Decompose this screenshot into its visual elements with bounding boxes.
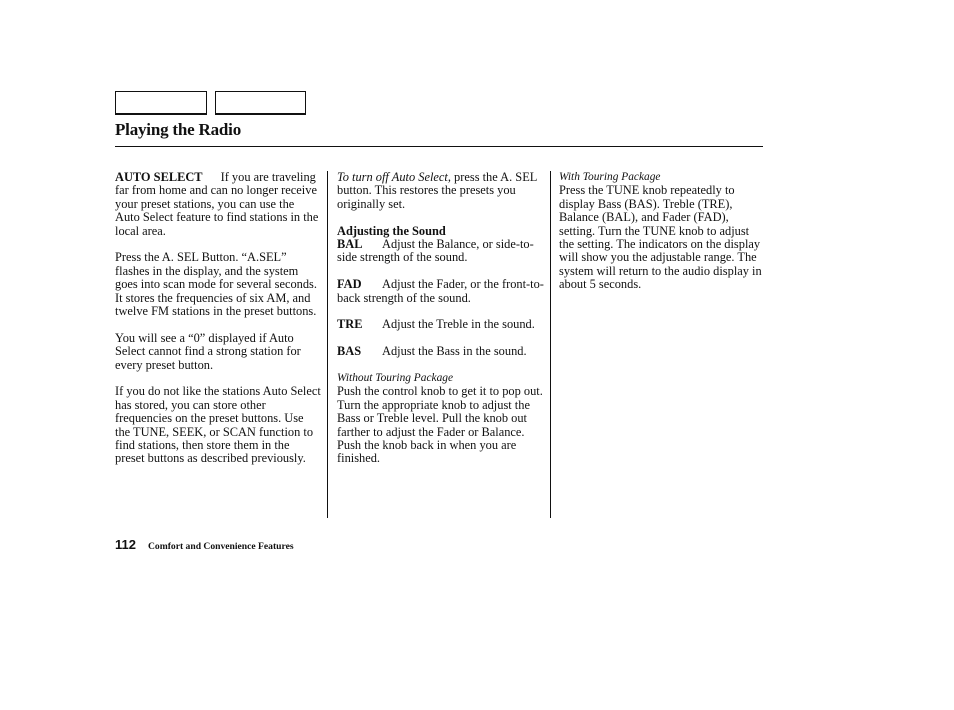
auto-select-press-paragraph: Press the A. SEL Button. “A.SEL” flashes in the display, and the system goes into scan mode for several seconds. It stores the frequencies of six AM, and twelve FM stations in the preset buttons. — [115, 250, 317, 319]
turn-off-lead: To turn off Auto Select, — [337, 170, 451, 184]
sound-item-text: Adjust the Fader, or the front-to-back strength of the sound. — [337, 277, 544, 305]
sound-item-text: Adjust the Treble in the sound. — [382, 317, 535, 332]
adjusting-sound-block — [337, 225, 545, 238]
column-2 — [337, 171, 545, 466]
column-1 — [115, 171, 321, 466]
without-touring-block — [337, 372, 545, 466]
title-divider — [115, 146, 763, 147]
with-touring-heading: With Touring Package — [559, 171, 661, 183]
auto-select-paragraph — [115, 171, 321, 238]
header-tab-box-right — [215, 91, 306, 115]
turn-off-paragraph — [337, 171, 545, 211]
turn-off-text: press the A. SEL button. This restores the presets you originally set. — [337, 170, 537, 211]
sound-item-term: FAD — [337, 277, 362, 292]
sound-item-text: Adjust the Bass in the sound. — [382, 344, 527, 359]
sound-item-bal — [337, 238, 545, 265]
page-number: 112 — [115, 537, 136, 552]
sound-item-term: BAS — [337, 344, 362, 359]
sound-item-term: BAL — [337, 237, 363, 252]
adjusting-sound-heading: Adjusting the Sound — [337, 223, 446, 238]
column-divider-2 — [550, 171, 551, 518]
sound-item-bas — [337, 345, 545, 358]
page-title: Playing the Radio — [115, 120, 242, 139]
with-touring-block — [559, 171, 763, 292]
auto-select-zero-paragraph: You will see a “0” displayed if Auto Select cannot find a strong station for every preset button. — [115, 330, 301, 372]
sound-item-term: TRE — [337, 317, 363, 332]
auto-select-text: If you are traveling far from home and can no longer receive your preset stations, you can use the Auto Select feature to find stations in the local area. — [115, 170, 319, 238]
auto-select-heading: AUTO SELECT — [115, 170, 203, 184]
without-touring-heading: Without Touring Package — [337, 372, 454, 385]
without-touring-text: Push the control knob to get it to pop out. Turn the appropriate knob to adjust the Bass or Treble level. Pull the knob out farther to adjust the Fader or Balance. Push the knob back in when you are finished. — [337, 384, 543, 466]
sound-item-tre — [337, 318, 545, 331]
auto-select-store-paragraph: If you do not like the stations Auto Select has stored, you can store other frequencies on the preset buttons. Use the TUNE, SEEK, or SCAN function to find stations, then store them in the preset buttons as described previously. — [115, 384, 321, 466]
header-tab-box-left — [115, 91, 207, 115]
column-divider-1 — [327, 171, 328, 518]
with-touring-text: Press the TUNE knob repeatedly to display Bass (BAS). Treble (TRE), Balance (BAL), and Fader (FAD), setting. Turn the TUNE knob to adjust the setting. The indicators on the display will show you the adjustable range. The system will return to the audio display in about 5 seconds. — [559, 183, 762, 292]
sound-item-fad — [337, 278, 545, 305]
column-3 — [559, 171, 763, 292]
footer-section-label: Comfort and Convenience Features — [148, 541, 294, 552]
sound-item-text: Adjust the Balance, or side-to-side strength of the sound. — [337, 237, 534, 265]
